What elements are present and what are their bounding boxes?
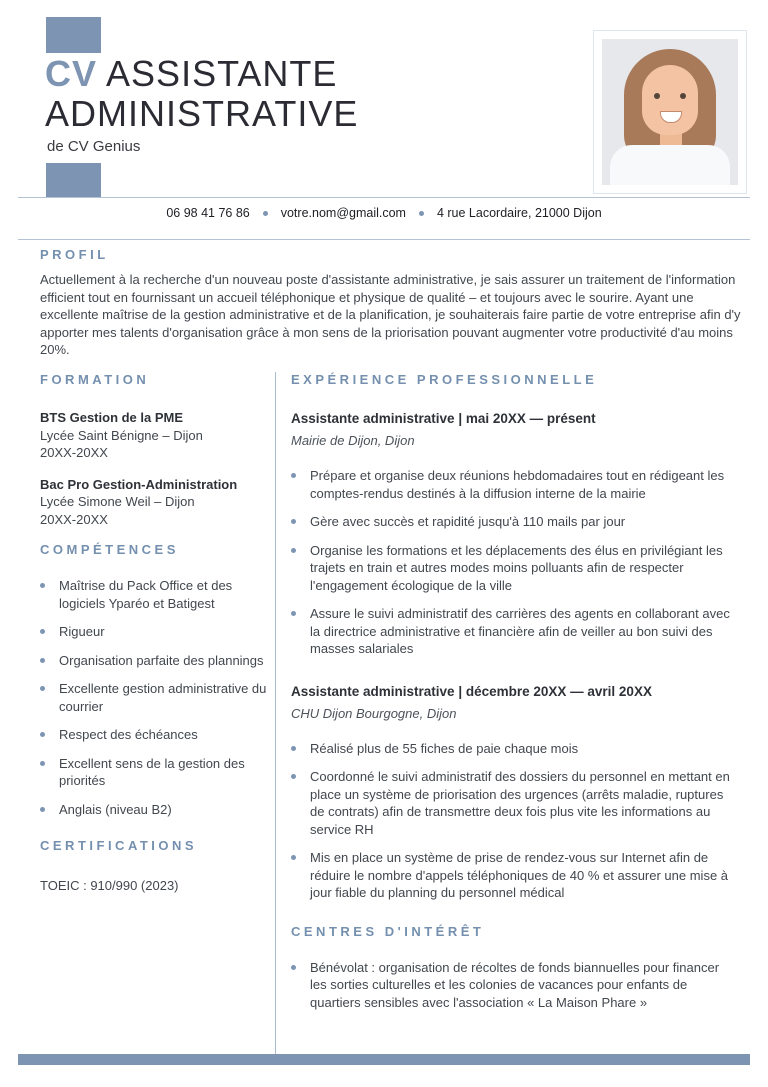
job-entry	[291, 684, 733, 902]
bullet-dot-icon	[291, 611, 296, 616]
bullet-dot-icon	[40, 807, 45, 812]
certifications-heading: CERTIFICATIONS	[40, 838, 198, 853]
list-item	[291, 605, 733, 658]
contact-bar	[18, 206, 750, 220]
interests-heading: CENTRES D'INTÉRÊT	[291, 923, 485, 939]
competence-text: Respect des échéances	[59, 727, 198, 742]
photo-smile	[660, 111, 682, 123]
bullet-dot-icon	[40, 629, 45, 634]
job-bullet-list	[291, 467, 733, 658]
competences-heading: COMPÉTENCES	[40, 542, 179, 557]
list-item	[291, 542, 733, 595]
degree-name: Bac Pro Gestion-Administration	[40, 476, 238, 492]
education-dates: 20XX-20XX	[40, 445, 108, 460]
competences-list	[40, 577, 267, 818]
school-name: Lycée Simone Weil – Dijon	[40, 494, 195, 509]
list-item	[291, 467, 733, 502]
competence-text: Excellente gestion administrative du courrier	[59, 681, 267, 714]
page-title	[45, 54, 358, 134]
competence-text: Anglais (niveau B2)	[59, 801, 172, 817]
photo-face	[642, 65, 698, 135]
photo-shirt	[610, 145, 730, 185]
photo-background	[602, 39, 738, 185]
list-item	[291, 959, 733, 1012]
list-item	[40, 726, 267, 744]
competence-text: Maîtrise du Pack Office et des logiciels Yparéo et Batigest	[59, 578, 233, 611]
education-dates: 20XX-20XX	[40, 511, 108, 527]
competence-text: Excellent sens de la gestion des priorités	[59, 755, 245, 788]
list-item	[40, 577, 267, 612]
job-bullet-text: Coordonné le suivi administratif des dossiers du personnel en mettant en place un système de priorisation des urgences (arrêts maladie, ruptures de contrats) afin de transmettre deux fois plus vite les informations au service RH	[310, 769, 730, 837]
footer-accent-bar	[18, 1054, 750, 1065]
education-entry	[40, 476, 267, 529]
job-entry	[291, 411, 733, 658]
list-item	[291, 849, 733, 902]
list-item	[291, 513, 733, 531]
job-bullet-text: Prépare et organise deux réunions hebdomadaires tout en rédigeant les comptes-rendus destinés à la diffusion interne de la mairie	[310, 468, 725, 501]
job-bullet-list	[291, 740, 733, 902]
bullet-dot-icon	[291, 548, 296, 553]
bullet-dot-icon	[291, 519, 296, 524]
school-name: Lycée Saint Bénigne – Dijon	[40, 427, 203, 443]
phone-number: 06 98 41 76 86	[166, 206, 250, 220]
accent-square-bottom	[46, 163, 101, 198]
job-bullet-text: Réalisé plus de 55 fiches de paie chaque mois	[310, 740, 579, 756]
profil-text: Actuellement à la recherche d'un nouveau poste d'assistante administrative, je sais assurer un traitement de l'information efficient tout en fournissant un accueil téléphonique et physique de qualité – et toujours avec le sourire. Ayant une excellente maîtrise de la gestion administrative et de la planification, je souhaiterais faire partie de votre entreprise afin d'y apporter mes talents d'organisation grâce à mon sens de la priorisation pouvant augmenter votre productivité d'au moins 20%.	[40, 272, 741, 357]
degree-name: BTS Gestion de la PME	[40, 410, 184, 425]
competence-text: Rigueur	[59, 624, 105, 639]
bullet-dot-icon	[40, 732, 45, 737]
divider-bottom	[18, 239, 750, 240]
divider-top	[18, 197, 750, 198]
title-job-line1: ASSISTANTE	[106, 53, 338, 94]
education-entry	[40, 409, 267, 462]
job-bullet-text: Gère avec succès et rapidité jusqu'à 110 mails par jour	[310, 514, 626, 529]
bullet-dot-icon	[291, 965, 296, 970]
interest-text: Bénévolat : organisation de récoltes de fonds biannuelles pour financer les sorties culturelles et les colonies de vacances pour enfants de quartiers sensibles avec l'association « La Maison Phare »	[310, 959, 720, 1010]
job-bullet-text: Assure le suivi administratif des carrières des agents en collaborant avec la directrice administrative et financière afin de veiller au bon suivi des masses salariales	[310, 606, 730, 656]
accent-square-top	[46, 17, 101, 53]
formation-heading: FORMATION	[40, 372, 150, 387]
competence-text: Organisation parfaite des plannings	[59, 652, 264, 668]
title-line-1	[45, 53, 337, 94]
list-item	[40, 652, 267, 670]
job-company: Mairie de Dijon, Dijon	[291, 433, 415, 448]
bullet-dot-icon	[291, 774, 296, 779]
bullet-dot-icon	[40, 658, 45, 663]
right-column	[276, 372, 745, 1054]
email-address: votre.nom@gmail.com	[280, 206, 406, 220]
interests-list	[291, 959, 733, 1012]
list-item	[40, 680, 267, 715]
two-column-area	[40, 372, 745, 1054]
bullet-dot-icon	[40, 761, 45, 766]
separator-dot-icon	[263, 211, 268, 216]
bullet-dot-icon	[291, 473, 296, 478]
section-profil	[40, 247, 742, 359]
job-bullet-text: Organise les formations et les déplacements des élus en privilégiant les trajets en train et autres modes moins polluants afin de respecter l'engagement écologique de la ville	[310, 542, 723, 593]
photo-eye-right	[680, 93, 686, 99]
title-job-line2: ADMINISTRATIVE	[45, 93, 359, 134]
profil-heading: PROFIL	[40, 247, 109, 262]
list-item	[40, 755, 267, 790]
list-item	[291, 740, 733, 758]
left-column	[40, 372, 276, 1054]
profile-photo	[593, 30, 747, 194]
job-title: Assistante administrative | mai 20XX — présent	[291, 411, 596, 426]
experience-heading: EXPÉRIENCE PROFESSIONNELLE	[291, 372, 598, 387]
list-item	[40, 801, 267, 819]
postal-address: 4 rue Lacordaire, 21000 Dijon	[436, 206, 602, 220]
job-bullet-text: Mis en place un système de prise de rendez-vous sur Internet afin de réduire le nombre d'appels téléphoniques de 40 % et assurer une mise à jour fiable du planning du personnel médical	[310, 850, 729, 900]
job-title: Assistante administrative | décembre 20XX — avril 20XX	[291, 683, 652, 699]
separator-dot-icon	[419, 211, 424, 216]
job-company: CHU Dijon Bourgogne, Dijon	[291, 705, 457, 721]
list-item	[40, 623, 267, 641]
list-item	[291, 768, 733, 838]
title-prefix: CV	[45, 53, 98, 94]
bullet-dot-icon	[291, 855, 296, 860]
bullet-dot-icon	[40, 686, 45, 691]
bullet-dot-icon	[40, 583, 45, 588]
photo-eye-left	[654, 93, 660, 99]
subtitle: de CV Genius	[47, 138, 141, 155]
certification-text: TOEIC : 910/990 (2023)	[40, 878, 179, 893]
bullet-dot-icon	[291, 746, 296, 751]
